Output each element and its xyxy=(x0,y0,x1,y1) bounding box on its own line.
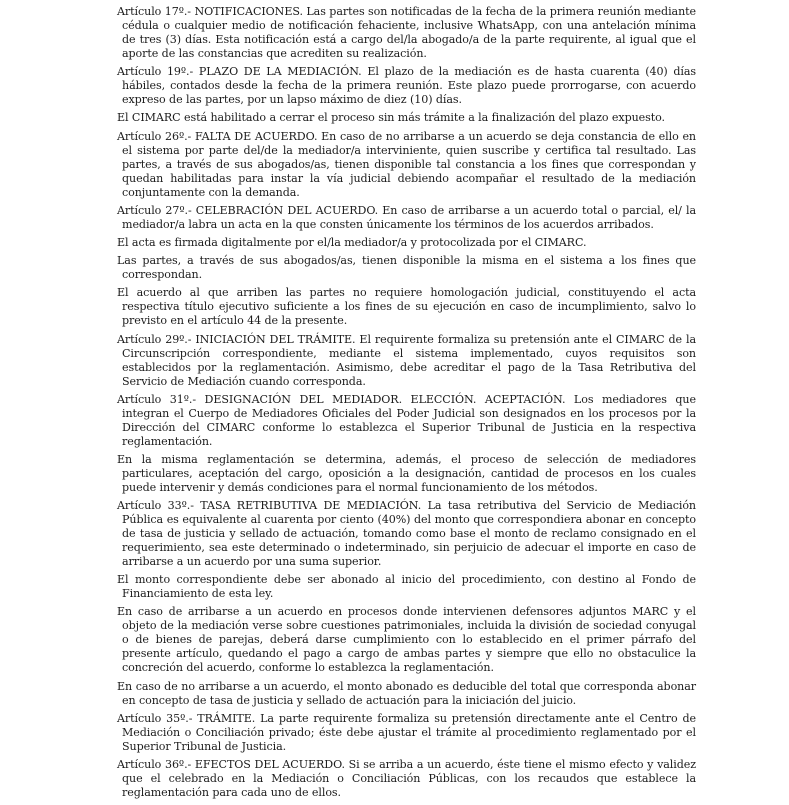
paragraph-art-19-cont: El CIMARC está habilitado a cerrar el proceso sin más trámite a la finalización del plazo expuesto. xyxy=(117,111,665,125)
paragraph-art-27-acta: El acta es firmada digitalmente por el/la mediador/a y protocolizada por el CIMARC. xyxy=(117,235,587,249)
paragraph-art-27: Artículo 27º.- CELEBRACIÓN DEL ACUERDO. En caso de arribarse a un acuerdo total o parcial, el/ la mediador/a labra un acta en la que consten únicamente los términos de los acuerdos arribados. xyxy=(117,203,696,231)
paragraph-art-29: Artículo 29º.- INICIACIÓN DEL TRÁMITE. El requirente formaliza su pretensión ante el CIMARC de la Circunscripción correspondiente, mediante el sistema implementado, cuyos requisitos son establecidos por la reglamentación. Asimismo, debe acreditar el pago de la Tasa Retributiva del Servicio de Mediación cuando corresponda. xyxy=(117,332,696,388)
paragraph-art-36: Artículo 36º.- EFECTOS DEL ACUERDO. Si se arriba a un acuerdo, éste tiene el mismo efecto y validez que el celebrado en la Mediación o Conciliación Públicas, con los recaudos que establece la reglamentación para cada uno de ellos. xyxy=(117,758,696,799)
paragraph-art-27-partes: Las partes, a través de sus abogados/as, tienen disponible la misma en el sistema a los fines que correspondan. xyxy=(117,254,696,282)
paragraph-art-33-deducible: En caso de no arribarse a un acuerdo, el monto abonado es deducible del total que corresponda abonar en concepto de tasa de justicia y sellado de actuación para la iniciación del juicio. xyxy=(117,679,696,707)
paragraph-art-19: Artículo 19º.- PLAZO DE LA MEDIACIÓN. El plazo de la mediación es de hasta cuarenta (40) días hábiles, contados desde la fecha de la primera reunión. Este plazo puede prorrogarse, con acuerdo expreso de las partes, por un lapso máximo de diez (10) días. xyxy=(117,65,696,107)
document-page xyxy=(117,5,696,804)
paragraph-art-33-monto: El monto correspondiente debe ser abonado al inicio del procedimiento, con destino al Fondo de Financiamiento de esta ley. xyxy=(117,573,696,601)
paragraph-art-26: Artículo 26º.- FALTA DE ACUERDO. En caso de no arribarse a un acuerdo se deja constancia de ello en el sistema por parte del/de la mediador/a interviniente, quien suscribe y certifica tal resultado. Las partes, a través de sus abogados/as, tienen disponible tal constancia a los fines que correspondan y quedan habilitadas para instar la vía judicial debiendo acompañar el resultado de la mediación conjuntamente con la demanda. xyxy=(117,129,696,199)
paragraph-art-31-cont: En la misma reglamentación se determina, además, el proceso de selección de mediadores particulares, aceptación del cargo, oposición a la designación, cantidad de procesos en los cuales puede intervenir y demás condiciones para el normal funcionamiento de los métodos. xyxy=(117,452,696,494)
paragraph-art-27-acuerdo: El acuerdo al que arriben las partes no requiere homologación judicial, constituyendo el acta respectiva título ejecutivo suficiente a los fines de su ejecución en caso de incumplimiento, salvo lo previsto en el artículo 44 de la presente. xyxy=(117,286,696,328)
paragraph-art-31: Artículo 31º.- DESIGNACIÓN DEL MEDIADOR. ELECCIÓN. ACEPTACIÓN. Los mediadores que integran el Cuerpo de Mediadores Oficiales del Poder Judicial son designados en los procesos por la Dirección del CIMARC conforme lo establezca el Superior Tribunal de Justicia en la respectiva reglamentación. xyxy=(117,392,696,448)
paragraph-art-33-defensores: En caso de arribarse a un acuerdo en procesos donde intervienen defensores adjuntos MARC y el objeto de la mediación verse sobre cuestiones patrimoniales, incluida la división de sociedad conyugal o de bienes de parejas, deberá darse cumplimiento con lo establecido en el primer párrafo del presente artículo, quedando el pago a cargo de ambas partes y siempre que ello no obstaculice la concreción del acuerdo, conforme lo establezca la reglamentación. xyxy=(117,605,696,675)
paragraph-art-17: Artículo 17º.- NOTIFICACIONES. Las partes son notificadas de la fecha de la primera reunión mediante cédula o cualquier medio de notificación fehaciente, inclusive WhatsApp, con una antelación mínima de tres (3) días. Esta notificación está a cargo del/la abogado/a de la parte requirente, al igual que el aporte de las constancias que acrediten su realización. xyxy=(117,5,696,60)
paragraph-art-33: Artículo 33º.- TASA RETRIBUTIVA DE MEDIACIÓN. La tasa retributiva del Servicio de Mediación Pública es equivalente al cuarenta por ciento (40%) del monto que correspondiera abonar en concepto de tasa de justicia y sellado de actuación, tomando como base el monto de reclamo consignado en el requerimiento, sea este determinado o indeterminado, sin perjuicio de adecuar el importe en caso de arribarse a un acuerdo por una suma superior. xyxy=(117,499,696,569)
paragraph-art-35: Artículo 35º.- TRÁMITE. La parte requirente formaliza su pretensión directamente ante el Centro de Mediación o Conciliación privado; éste debe ajustar el trámite al procedimiento reglamentado por el Superior Tribunal de Justicia. xyxy=(117,711,696,753)
